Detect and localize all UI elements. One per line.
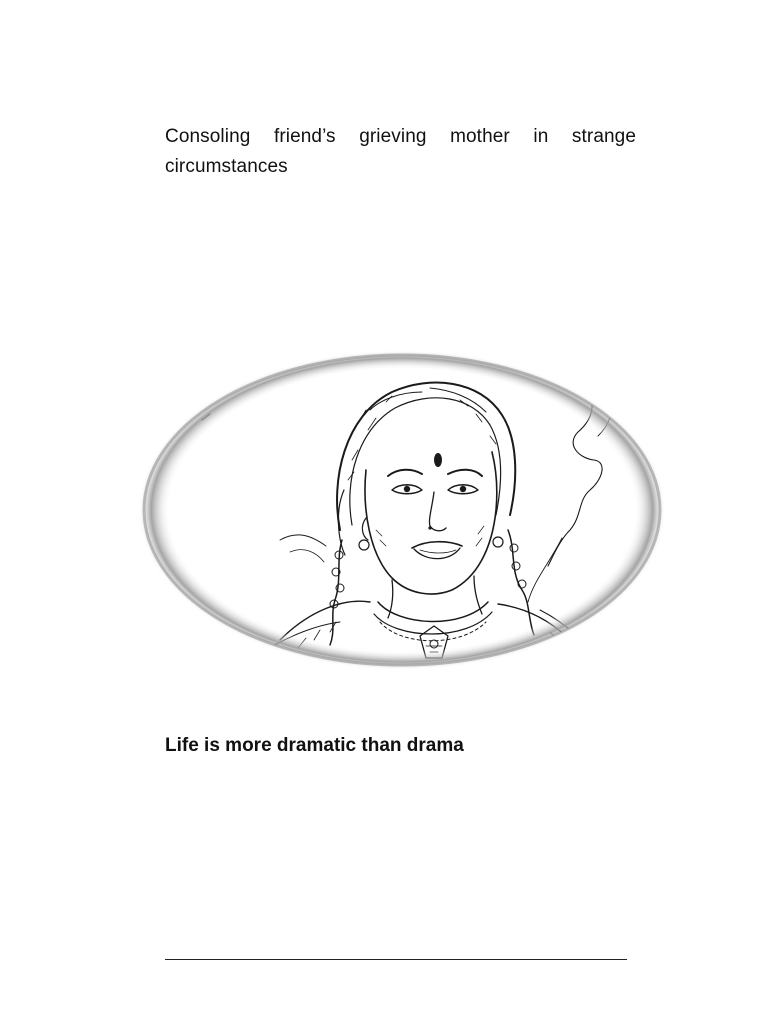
vignette-frame bbox=[138, 350, 666, 670]
portrait-illustration bbox=[130, 340, 675, 680]
portrait-sketch-svg bbox=[130, 340, 675, 680]
story-heading: Consoling friend’s grieving mother in strange circumstances bbox=[165, 126, 636, 177]
horizontal-rule bbox=[165, 959, 627, 960]
story-caption: Life is more dramatic than drama bbox=[165, 735, 464, 756]
